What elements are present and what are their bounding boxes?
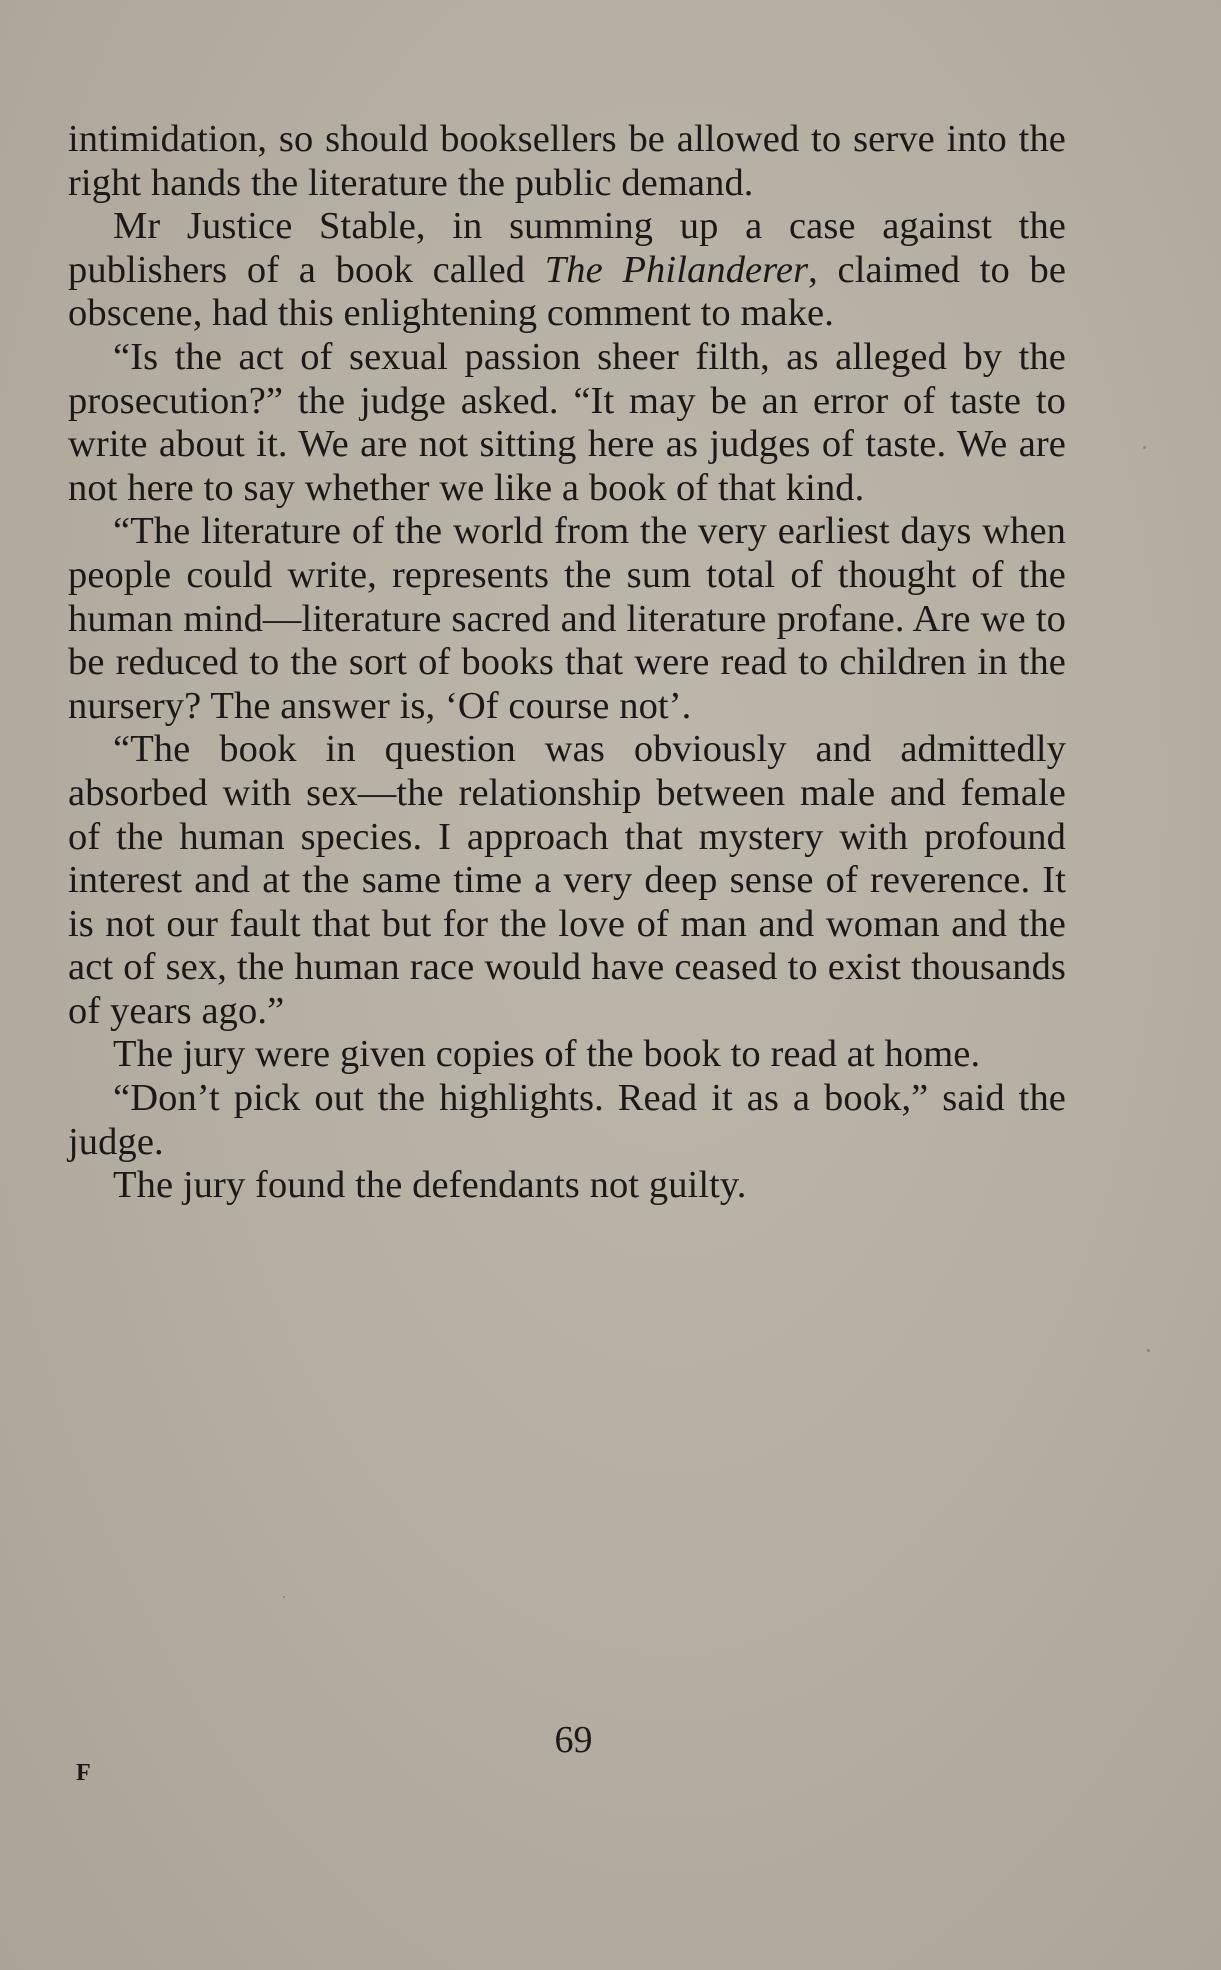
paragraph-3 bbox=[68, 336, 1066, 510]
paper-speck bbox=[283, 1596, 285, 1598]
paragraph-3-text: “Is the act of sexual passion sheer filth, as alleged by the prosecution?” the judge asked. “It may be an error of taste to write about it. We are not sitting here as judges of taste. We are not here to say whether we like a book of that kind. bbox=[68, 335, 1066, 509]
paragraph-8-text: The jury found the defendants not guilty. bbox=[113, 1164, 747, 1207]
paragraph-4-text: “The literature of the world from the very earliest days when people could write, represents the sum total of thought of the human mind—literature sacred and literature profane. Are we to be reduced to the sort of books that were read to children in the nursery? The answer is, ‘Of course not’. bbox=[68, 510, 1066, 727]
paragraph-6 bbox=[68, 1033, 1066, 1077]
paragraph-5 bbox=[68, 728, 1066, 1033]
book-title-italic: The Philanderer bbox=[544, 248, 809, 291]
paragraph-6-text: The jury were given copies of the book to read at home. bbox=[113, 1033, 981, 1076]
paragraph-5-text: “The book in question was obviously and admittedly absorbed with sex—the relationship between male and female of the human species. I approach that mystery with profound interest and at the same time a very deep sense of reverence. It is not our fault that but for the love of man and woman and the act of sex, the human race would have ceased to exist thousands of years ago.” bbox=[68, 728, 1066, 1032]
paragraph-2 bbox=[68, 205, 1066, 336]
paper-speck bbox=[1147, 1349, 1150, 1352]
page-number: 69 bbox=[554, 1719, 593, 1761]
paragraph-1 bbox=[68, 118, 1066, 205]
paragraph-2-text-end: , claimed to be obscene, had this enlightening comment to make. bbox=[68, 248, 1067, 335]
paragraph-7 bbox=[68, 1077, 1066, 1164]
paper-speck bbox=[1143, 446, 1146, 449]
paragraph-7-text: “Don’t pick out the highlights. Read it as a book,” said the judge. bbox=[68, 1077, 1066, 1163]
body-text bbox=[68, 118, 1066, 1208]
signature-mark: F bbox=[76, 1760, 91, 1786]
paragraph-8 bbox=[68, 1164, 1066, 1208]
paragraph-1-text: intimidation, so should booksellers be allowed to serve into the right hands the literature the public demand. bbox=[68, 118, 1066, 204]
paragraph-2-text-start: Mr Justice Stable, in summing up a case against the publishers of a book called bbox=[68, 205, 1066, 291]
paragraph-4 bbox=[68, 510, 1066, 728]
